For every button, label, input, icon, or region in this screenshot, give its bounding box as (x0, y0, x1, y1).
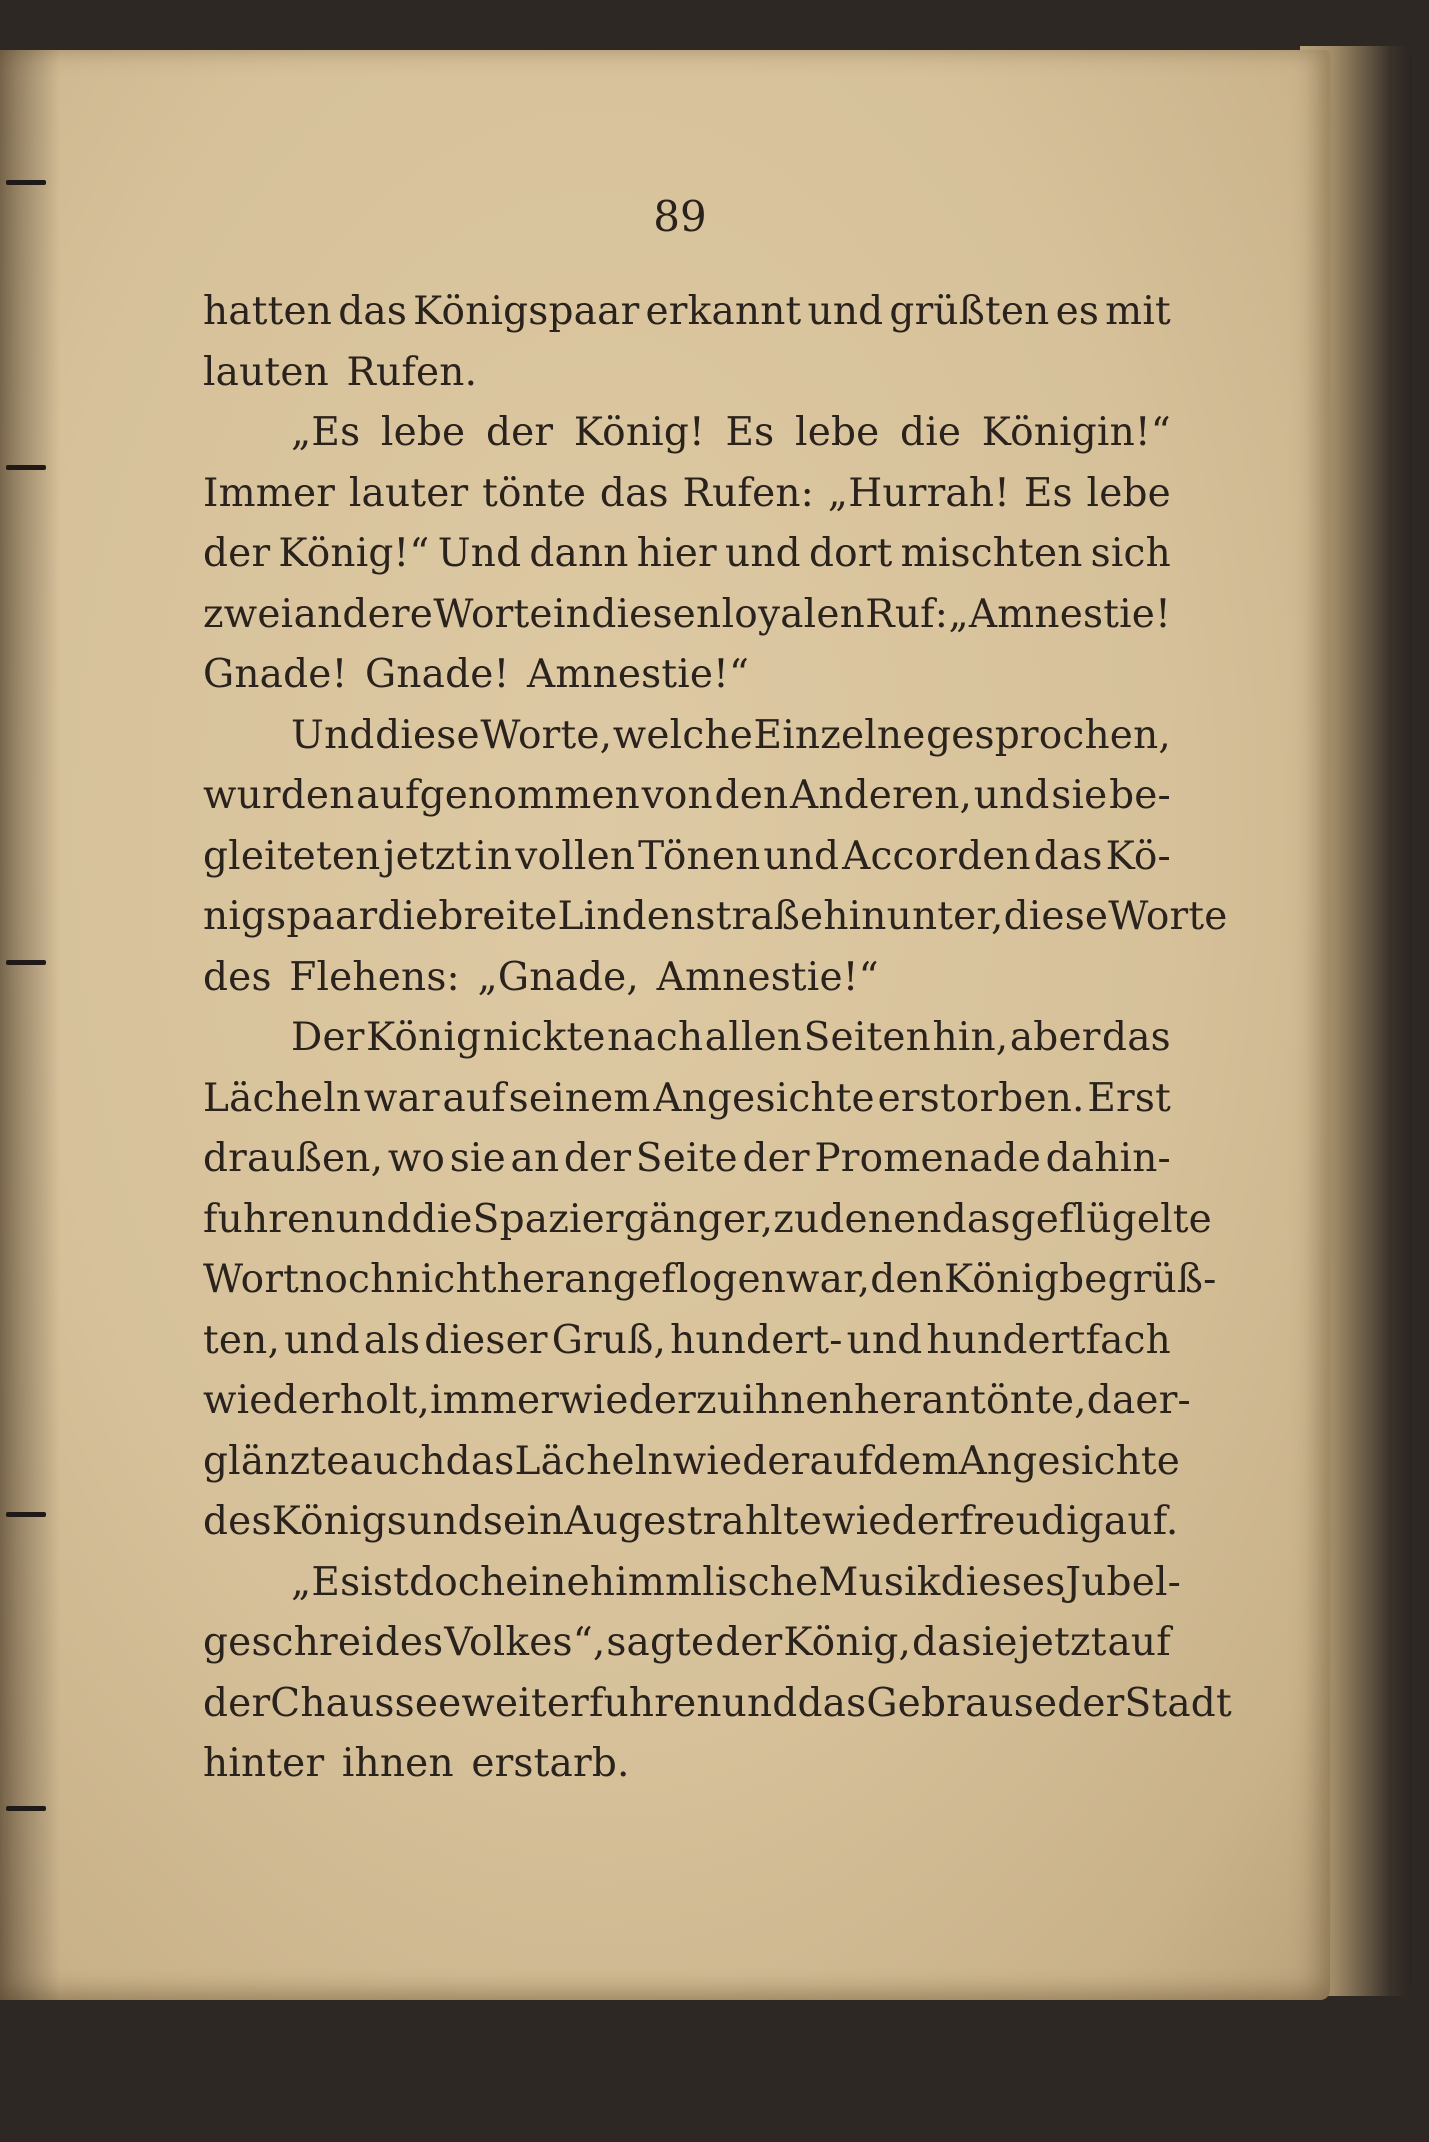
text-line: zwei andere Worte in diesen loyalen Ruf: „Amnestie! (203, 591, 1171, 637)
text-line: ten, und als dieser Gruß, hundert- und hundertfach (203, 1317, 1171, 1363)
text-line: Gnade! Gnade! Amnestie!“ (203, 652, 750, 697)
text-line: hinter ihnen erstarb. (203, 1741, 630, 1786)
text-line: des Königs und sein Auge strahlte wieder freudig auf. (203, 1499, 1179, 1544)
text-line: Und diese Worte, welche Einzelne gesprochen, (291, 712, 1171, 758)
text-line: wurden aufgenommen von den Anderen, und sie be- (203, 773, 1171, 818)
text-line: Lächeln war auf seinem Angesichte erstorben. Erst (203, 1075, 1171, 1121)
binding-mark (6, 1512, 46, 1517)
text-line: „Es lebe der König! Es lebe die Königin!“ (291, 410, 1171, 455)
text-line: nigspaar die breite Lindenstraße hinunter, diese Worte (203, 894, 1228, 939)
text-line: der König!“ Und dann hier und dort mischten sich (203, 531, 1171, 576)
text-line: „Es ist doch eine himmlische Musik dieses Jubel- (291, 1559, 1182, 1605)
binding-mark (6, 960, 46, 965)
text-line: Wort noch nicht herangeflogen war, den König begrüß- (203, 1257, 1217, 1302)
text-line: der Chaussee weiterfuhren und das Gebrause der Stadt (203, 1680, 1232, 1726)
spine-shadow (0, 50, 60, 2000)
binding-mark (6, 180, 46, 185)
text-line: Immer lauter tönte das Rufen: „Hurrah! Es lebe (203, 470, 1171, 516)
text-line: gleiteten jetzt in vollen Tönen und Accorden das Kö- (203, 833, 1171, 879)
text-line: fuhren und die Spaziergänger, zu denen das geflügelte (203, 1196, 1212, 1242)
page-number: 89 (653, 192, 707, 241)
text-line: draußen, wo sie an der Seite der Promenade dahin- (203, 1136, 1171, 1181)
text-line: des Flehens: „Gnade, Amnestie!“ (203, 954, 879, 1000)
body-text (203, 282, 1232, 1795)
text-line: glänzte auch das Lächeln wieder auf dem Angesichte (203, 1438, 1181, 1484)
text-line: hatten das Königspaar erkannt und grüßten es mit (203, 289, 1171, 334)
text-line: geschrei des Volkes“, sagte der König, da sie jetzt auf (203, 1620, 1171, 1665)
text-line: Der König nickte nach allen Seiten hin, aber das (291, 1015, 1171, 1060)
text-line: wiederholt, immer wieder zu ihnen herantönte, da er- (203, 1378, 1191, 1423)
text-line: lauten Rufen. (203, 349, 478, 395)
binding-mark (6, 465, 46, 470)
binding-mark (6, 1806, 46, 1811)
